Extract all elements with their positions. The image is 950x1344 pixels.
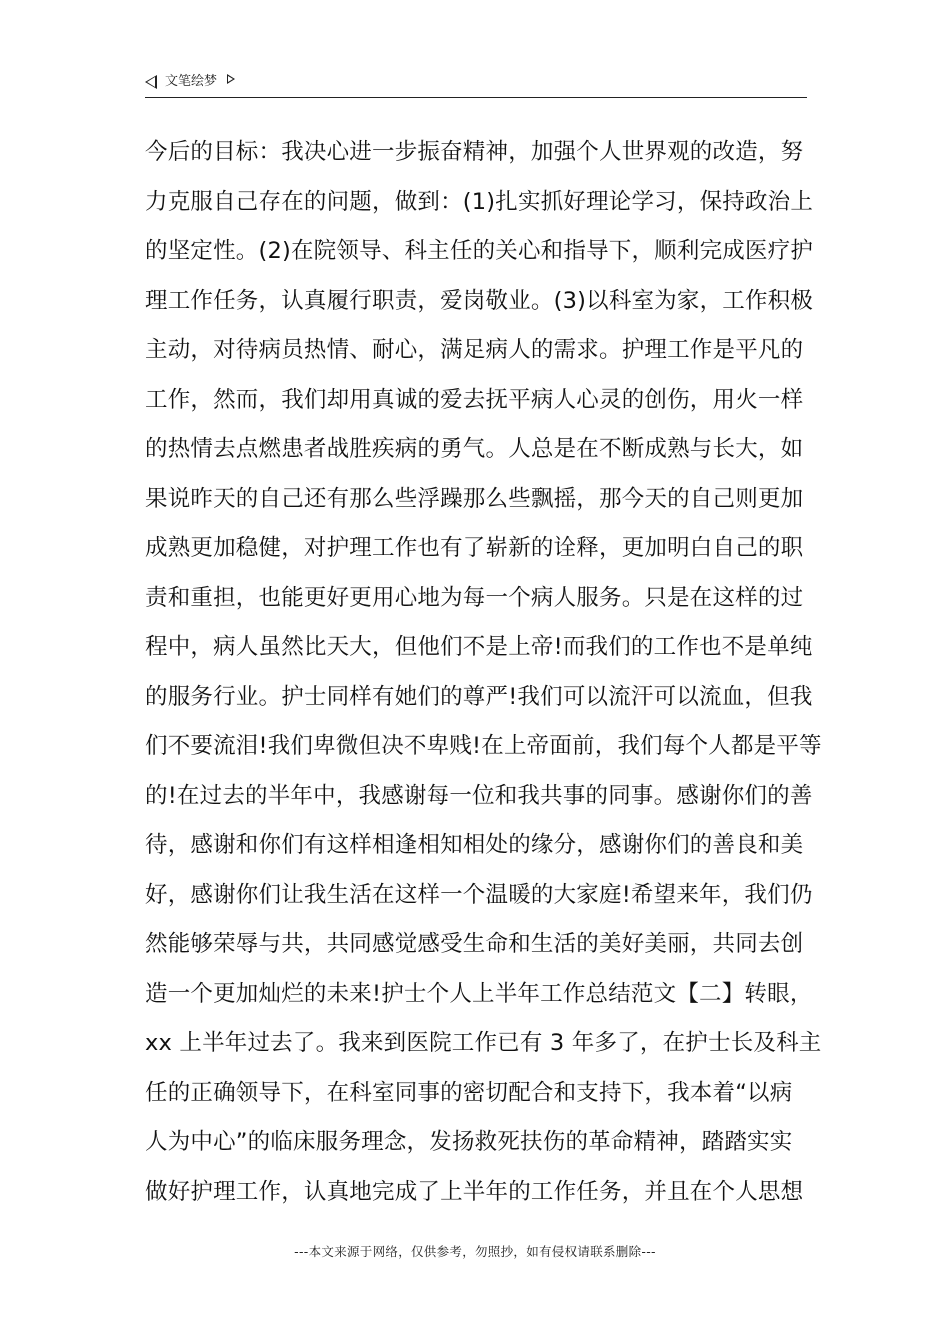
body-line: 成熟更加稳健，对护理工作也有了崭新的诠释，更加明白自己的职	[145, 535, 804, 561]
body-line: 力克服自己存在的问题，做到：(1)扎实抓好理论学习，保持政治上	[145, 188, 814, 215]
header-title-group	[145, 72, 807, 92]
triangle-right-icon	[227, 74, 235, 84]
body-line: xx 上半年过去了。我来到医院工作已有 3 年多了，在护士长及科主	[145, 1030, 822, 1056]
body-line: 果说昨天的自己还有那么些浮躁那么些飘摇，那今天的自己则更加	[145, 485, 804, 512]
body-line: 们不要流泪!我们卑微但决不卑贱!在上帝面前，我们每个人都是平等	[145, 733, 822, 759]
body-line: 做好护理工作，认真地完成了上半年的工作任务，并且在个人思想	[145, 1178, 804, 1205]
body-line: 任的正确领导下，在科室同事的密切配合和支持下，我本着“以病	[145, 1079, 793, 1106]
body-line: 主动，对待病员热情、耐心，满足病人的需求。护理工作是平凡的	[145, 337, 804, 363]
triangle-left-icon	[145, 75, 157, 89]
page-footer: ---本文来源于网络，仅供参考，勿照抄，如有侵权请联系删除---	[294, 1244, 656, 1259]
header-title: 文笔绘梦	[165, 74, 218, 89]
body-line: 今后的目标：我决心进一步振奋精神，加强个人世界观的改造，努	[145, 139, 804, 165]
body-line: 的热情去点燃患者战胜疾病的勇气。人总是在不断成熟与长大，如	[145, 436, 804, 462]
body-line: 工作，然而，我们却用真诚的爱去抚平病人心灵的创伤，用火一样	[145, 386, 804, 413]
body-line: 然能够荣辱与共，共同感觉感受生命和生活的美好美丽，共同去创	[145, 931, 804, 957]
document-body	[145, 128, 822, 1217]
body-line: 责和重担，也能更好更用心地为每一个病人服务。只是在这样的过	[145, 584, 804, 611]
page-header	[145, 72, 807, 98]
body-line: 的!在过去的半年中，我感谢每一位和我共事的同事。感谢你们的善	[145, 782, 813, 809]
body-line: 的服务行业。护士同样有她们的尊严!我们可以流汗可以流血，但我	[145, 683, 813, 710]
body-line: 的坚定性。(2)在院领导、科主任的关心和指导下，顺利完成医疗护	[145, 238, 814, 264]
body-line: 造一个更加灿烂的未来!护士个人上半年工作总结范文【二】转眼，	[145, 980, 813, 1007]
body-line: 理工作任务，认真履行职责，爱岗敬业。(3)以科室为家，工作积极	[145, 287, 814, 314]
body-line: 好，感谢你们让我生活在这样一个温暖的大家庭!希望来年，我们仍	[145, 881, 813, 908]
body-line: 人为中心”的临床服务理念，发扬救死扶伤的革命精神，踏踏实实	[145, 1129, 793, 1155]
body-line: 程中，病人虽然比天大，但他们不是上帝!而我们的工作也不是单纯	[145, 634, 813, 660]
body-line: 待，感谢和你们有这样相逢相知相处的缘分，感谢你们的善良和美	[145, 832, 804, 858]
